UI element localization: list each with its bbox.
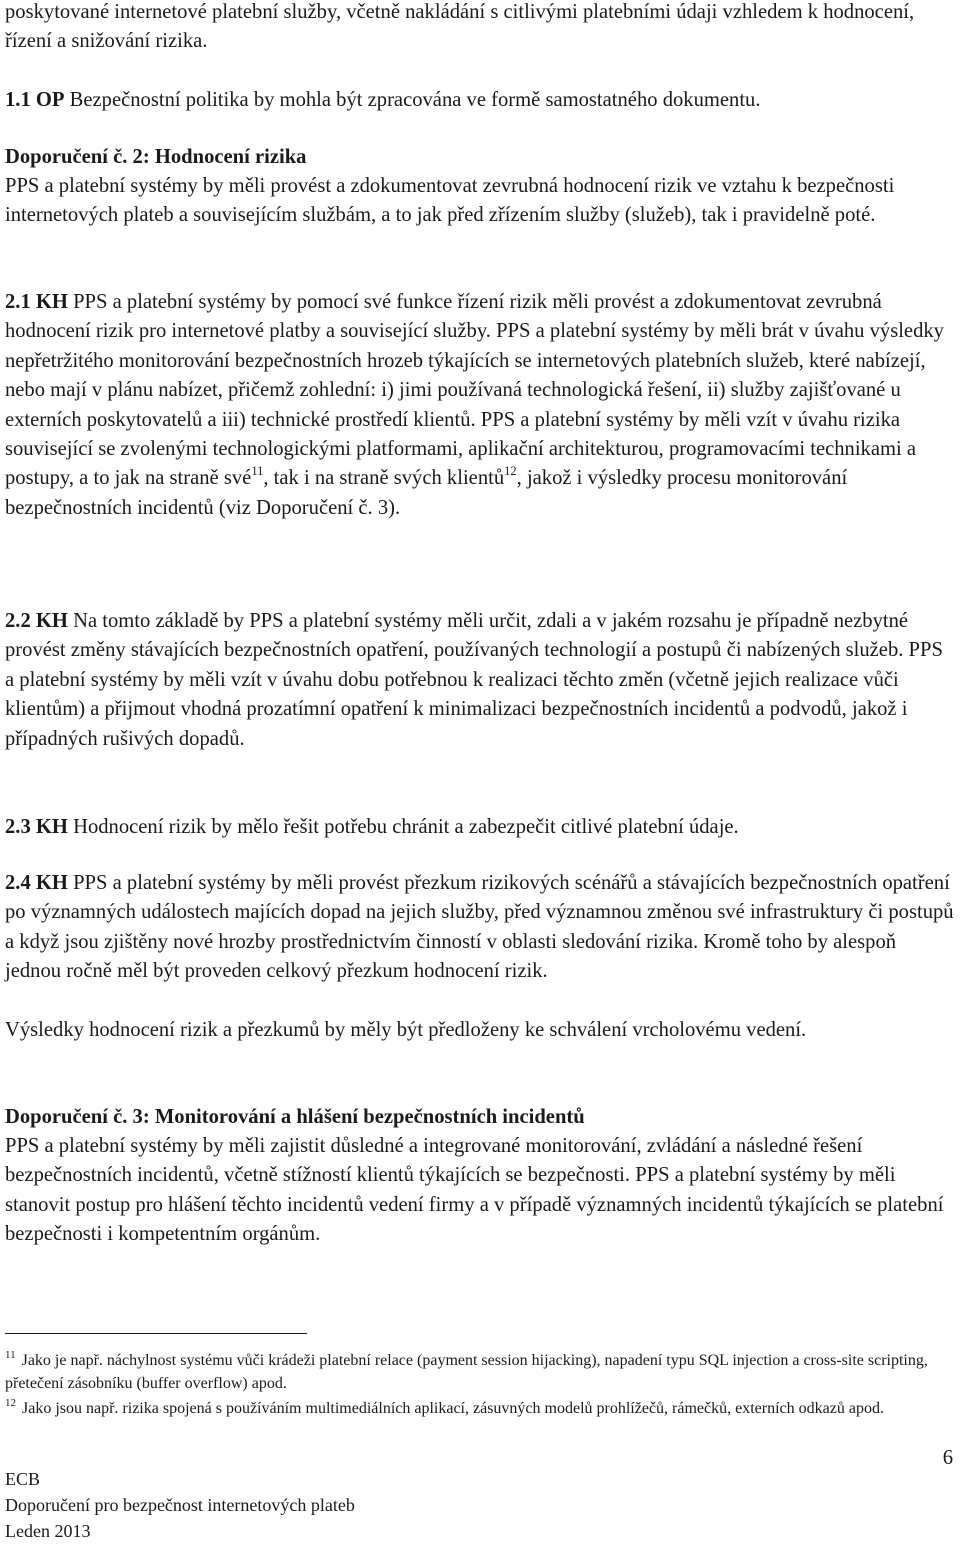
page-number: 6: [942, 1447, 953, 1469]
op-1-1-paragraph: [5, 86, 957, 115]
rec-2-body: PPS a platební systémy by měli provést a zdokumentovat zevrubná hodnocení rizik ve vztahu k bezpečnosti internetových plateb a souvisejícím službám, a to jak před zřízením služby (služeb), tak i pravidelně poté.: [5, 175, 895, 227]
kh-2-2-text: Na tomto základě by PPS a platební systémy měli určit, zdali a v jakém rozsahu je případně nezbytné provést změny stávajících bezpečnostních opatření, používaných technologií a postupů či nabízených služeb. PPS a platební systémy by měli vzít v úvahu dobu potřebnou k realizaci těchto změn (včetně jejich realizace vůči klientům) a přijmout vhodná prozatímní opatření k minimalizaci bezpečnostních incidentů a podvodů, jakož i případných rušivých dopadů.: [5, 610, 943, 750]
kh-2-3-number: 2.3 KH: [5, 816, 68, 838]
kh-2-1-number: 2.1 KH: [5, 291, 68, 313]
footnote-11: [5, 1349, 957, 1395]
op-1-1-number: 1.1 OP: [5, 89, 65, 111]
footer-doc-title: Doporučení pro bezpečnost internetových plateb: [5, 1495, 355, 1515]
kh-2-1-text-c: , tak i na straně svých klientů: [263, 467, 505, 490]
kh-2-4-number: 2.4 KH: [5, 872, 68, 894]
page-footer: [5, 1466, 355, 1544]
kh-2-1-text-a: PPS a platební systémy by pomocí své funkce řízení rizik měli provést a zdokumentovat zevrubná hodnocení rizik pro internetové platby a související služby.: [5, 291, 882, 343]
rec-2-heading: Doporučení č. 2: Hodnocení rizika: [5, 146, 307, 168]
footer-org: ECB: [5, 1469, 41, 1489]
op-1-1-text: Bezpečnostní politika by mohla být zpracována ve formě samostatného dokumentu.: [69, 89, 761, 111]
footnote-11-number: 11: [5, 1349, 16, 1361]
kh-2-2-number: 2.2 KH: [5, 610, 68, 632]
footnote-separator: [5, 1333, 307, 1334]
kh-2-4-paragraph: [5, 869, 957, 987]
footnote-12-text: Jako jsou např. rizika spojená s používáním multimediálních aplikací, zásuvných modelů prohlížečů, rámečků, externích odkazů apod.: [22, 1400, 884, 1417]
footnote-11-text: Jako je např. náchylnost systému vůči krádeži platební relace (payment session hijacking), napadení typu SQL injection a cross-site scripting, přetečení zásobníku (buffer overflow) apod.: [5, 1352, 928, 1392]
kh-2-2-paragraph: [5, 607, 957, 754]
footer-date: Leden 2013: [5, 1521, 91, 1541]
footnote-12-number: 12: [5, 1397, 16, 1409]
rec-3-body: PPS a platební systémy by měli zajistit důsledné a integrované monitorování, zvládání a následné řešení bezpečnostních incidentů, včetně stížností klientů týkajících se bezpečnosti. PPS a platební systémy by měli stanovit postup pro hlášení těchto incidentů vedení firmy a v případě významných incidentů týkajících se platební bezpečnosti i kompetentním orgánům.: [5, 1135, 944, 1246]
footnote-ref-12: 12: [504, 464, 517, 479]
footnote-12: [5, 1397, 957, 1420]
kh-2-1-text-b: PPS a platební systémy by měli brát v úvahu výsledky nepřetržitého monitorování bezpečnostních hrozeb týkajících se internetových platebních služeb, které nabízejí, nebo mají v plánu nabízet, přičemž zohlední: i) jimi používaná technologická řešení, ii) služby zajišťované u externích poskytovatelů a iii) technické prostředí klientů. PPS a platební systémy by měli vzít v úvahu rizika související se zvolenými technologickými platformami, aplikační architekturou, programovacími technikami a postupy, a to jak na straně své: [5, 320, 944, 490]
kh-2-1-text-d: , jakož i výsledky procesu monitorování bezpečnostních incidentů (viz Doporučení č. 3).: [5, 467, 848, 519]
kh-2-4-text-2: Výsledky hodnocení rizik a přezkumů by měly být předloženy ke schválení vrcholovému vedení.: [5, 1019, 807, 1041]
kh-2-1-paragraph: [5, 288, 957, 523]
intro-paragraph: poskytované internetové platební služby, včetně nakládání s citlivými platebními údaji vzhledem k hodnocení, řízení a snižování rizika.: [5, 1, 915, 53]
kh-2-3-text: Hodnocení rizik by mělo řešit potřebu chránit a zabezpečit citlivé platební údaje.: [73, 816, 739, 838]
rec-3-heading: Doporučení č. 3: Monitorování a hlášení bezpečnostních incidentů: [5, 1106, 585, 1128]
kh-2-4-text: PPS a platební systémy by měli provést přezkum rizikových scénářů a stávajících bezpečnostních opatření po významných událostech majících dopad na jejich služby, před významnou změnou své infrastruktury či postupů a když jsou zjištěny nové hrozby prostřednictvím činností v oblasti sledování rizika. Kromě toho by alespoň jednou ročně měl být proveden celkový přezkum hodnocení rizik.: [5, 872, 954, 983]
footnote-ref-11: 11: [251, 464, 264, 479]
kh-2-3-paragraph: [5, 813, 957, 842]
